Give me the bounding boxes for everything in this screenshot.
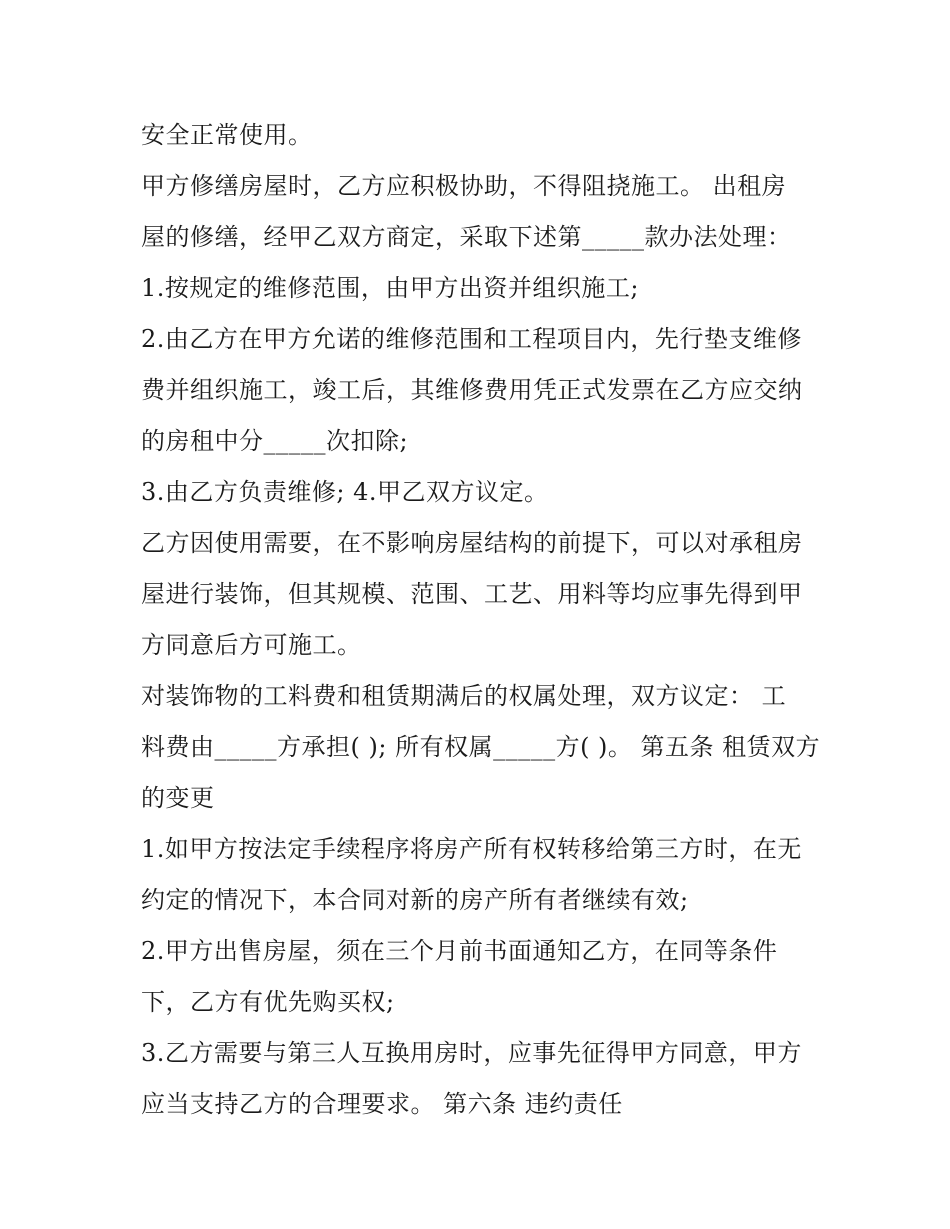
text-line: 约定的情况下，本合同对新的房产所有者继续有效; <box>141 886 689 914</box>
text-line: 费并组织施工，竣工后，其维修费用凭正式发票在乙方应交纳 <box>141 376 803 404</box>
text-line: 安全正常使用。 <box>141 121 313 149</box>
text-line: 下，乙方有优先购买权; <box>141 988 395 1016</box>
text-line: 1.如甲方按法定手续程序将房产所有权转移给第三方时，在无 <box>141 835 802 863</box>
text-line: 的房租中分_____次扣除; <box>141 427 409 455</box>
text-line: 料费由_____方承担( ); 所有权属_____方( )。 第五条 租赁双方 <box>141 733 821 761</box>
text-line: 3.乙方需要与第三人互换用房时，应事先征得甲方同意，甲方 <box>141 1039 802 1067</box>
text-line: 方同意后方可施工。 <box>141 631 362 659</box>
text-line: 1.按规定的维修范围，由甲方出资并组织施工; <box>141 274 639 302</box>
text-line: 屋进行装饰，但其规模、范围、工艺、用料等均应事先得到甲 <box>141 580 803 608</box>
text-line: 对装饰物的工料费和租赁期满后的权属处理，双方议定： 工 <box>141 682 787 710</box>
document-body <box>141 110 821 1130</box>
text-line: 2.由乙方在甲方允诺的维修范围和工程项目内，先行垫支维修 <box>141 325 802 353</box>
text-line: 乙方因使用需要，在不影响房屋结构的前提下，可以对承租房 <box>141 529 803 557</box>
text-line: 应当支持乙方的合理要求。 第六条 违约责任 <box>141 1090 623 1118</box>
text-line: 的变更 <box>141 784 215 812</box>
text-line: 2.甲方出售房屋，须在三个月前书面通知乙方，在同等条件 <box>141 937 778 965</box>
text-line: 甲方修缮房屋时，乙方应积极协助，不得阻挠施工。 出租房 <box>141 172 787 200</box>
text-line: 屋的修缮，经甲乙双方商定，采取下述第_____款办法处理： <box>141 223 792 251</box>
text-line: 3.由乙方负责维修; 4.甲乙双方议定。 <box>141 478 549 506</box>
